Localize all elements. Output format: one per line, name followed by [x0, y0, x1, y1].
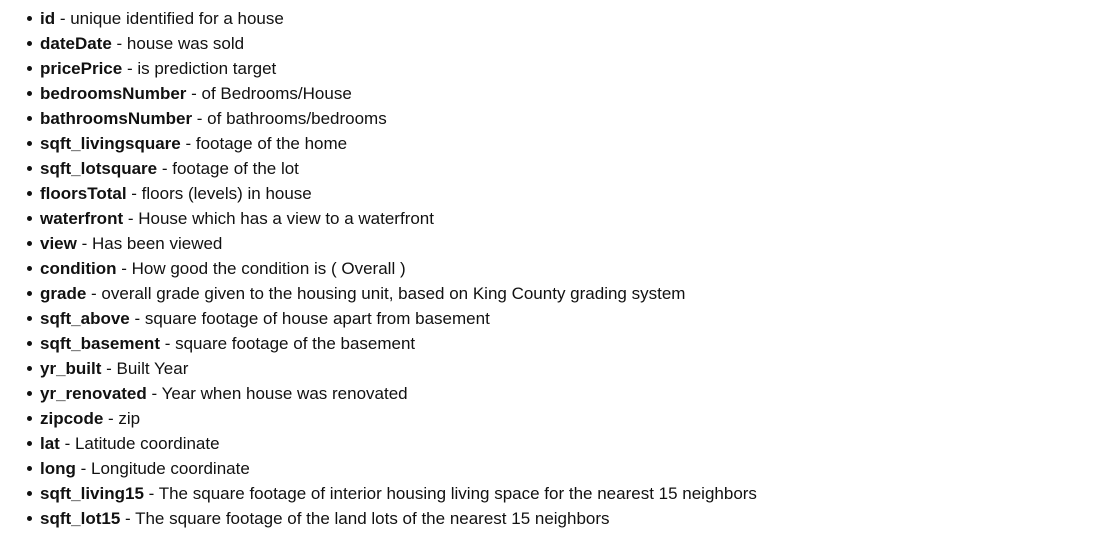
feature-list-item — [40, 506, 1100, 531]
feature-term: sqft_above — [40, 309, 130, 328]
feature-description: - Year when house was renovated — [146, 384, 408, 403]
feature-list-item — [40, 381, 1100, 406]
feature-term: view — [40, 234, 77, 253]
feature-list-item — [40, 106, 1100, 131]
feature-description: - Longitude coordinate — [75, 459, 250, 478]
feature-term: bedroomsNumber — [40, 84, 187, 103]
feature-list-item — [40, 6, 1100, 31]
feature-list-item — [40, 406, 1100, 431]
feature-list-item — [40, 206, 1100, 231]
feature-term: sqft_basement — [40, 334, 160, 353]
feature-list-item — [40, 31, 1100, 56]
feature-description: - square footage of house apart from basement — [129, 309, 490, 328]
feature-list-item — [40, 456, 1100, 481]
feature-term: zipcode — [40, 409, 104, 428]
feature-description: - zip — [103, 409, 141, 428]
feature-list-item — [40, 431, 1100, 456]
feature-description: - unique identified for a house — [55, 9, 284, 28]
feature-list-item — [40, 281, 1100, 306]
feature-list-item — [40, 156, 1100, 181]
feature-list-item — [40, 331, 1100, 356]
feature-description: - Has been viewed — [76, 234, 223, 253]
feature-list-item — [40, 81, 1100, 106]
feature-term: grade — [40, 284, 87, 303]
feature-term: yr_built — [40, 359, 102, 378]
feature-description: - The square footage of the land lots of the nearest 15 neighbors — [120, 509, 610, 528]
feature-term: sqft_livingsquare — [40, 134, 181, 153]
feature-description: - footage of the home — [180, 134, 348, 153]
feature-term: sqft_lot15 — [40, 509, 121, 528]
feature-description: - House which has a view to a waterfront — [123, 209, 434, 228]
feature-description: - square footage of the basement — [159, 334, 416, 353]
feature-description: - Latitude coordinate — [59, 434, 220, 453]
feature-description: - floors (levels) in house — [126, 184, 312, 203]
feature-list-item — [40, 356, 1100, 381]
feature-description: - footage of the lot — [157, 159, 299, 178]
feature-term: sqft_living15 — [40, 484, 144, 503]
feature-description: - How good the condition is ( Overall ) — [116, 259, 406, 278]
feature-description: - is prediction target — [122, 59, 277, 78]
feature-description: - overall grade given to the housing unit, based on King County grading system — [86, 284, 686, 303]
feature-description: - Built Year — [101, 359, 189, 378]
feature-term: yr_renovated — [40, 384, 147, 403]
feature-list-item — [40, 231, 1100, 256]
feature-term: long — [40, 459, 76, 478]
feature-list-item — [40, 306, 1100, 331]
feature-description: - house was sold — [111, 34, 245, 53]
feature-list-item — [40, 56, 1100, 81]
feature-list-item — [40, 131, 1100, 156]
feature-term: floorsTotal — [40, 184, 127, 203]
feature-term: bathroomsNumber — [40, 109, 193, 128]
feature-description: - The square footage of interior housing living space for the nearest 15 neighbors — [143, 484, 757, 503]
feature-description: - of Bedrooms/House — [186, 84, 352, 103]
feature-description: - of bathrooms/bedrooms — [192, 109, 387, 128]
feature-list-item — [40, 481, 1100, 506]
feature-term: id — [40, 9, 56, 28]
feature-term: waterfront — [40, 209, 124, 228]
feature-term: dateDate — [40, 34, 112, 53]
feature-term: pricePrice — [40, 59, 123, 78]
feature-term: condition — [40, 259, 117, 278]
feature-term: sqft_lotsquare — [40, 159, 158, 178]
feature-term: lat — [40, 434, 60, 453]
feature-list-item — [40, 181, 1100, 206]
feature-list-item — [40, 256, 1100, 281]
